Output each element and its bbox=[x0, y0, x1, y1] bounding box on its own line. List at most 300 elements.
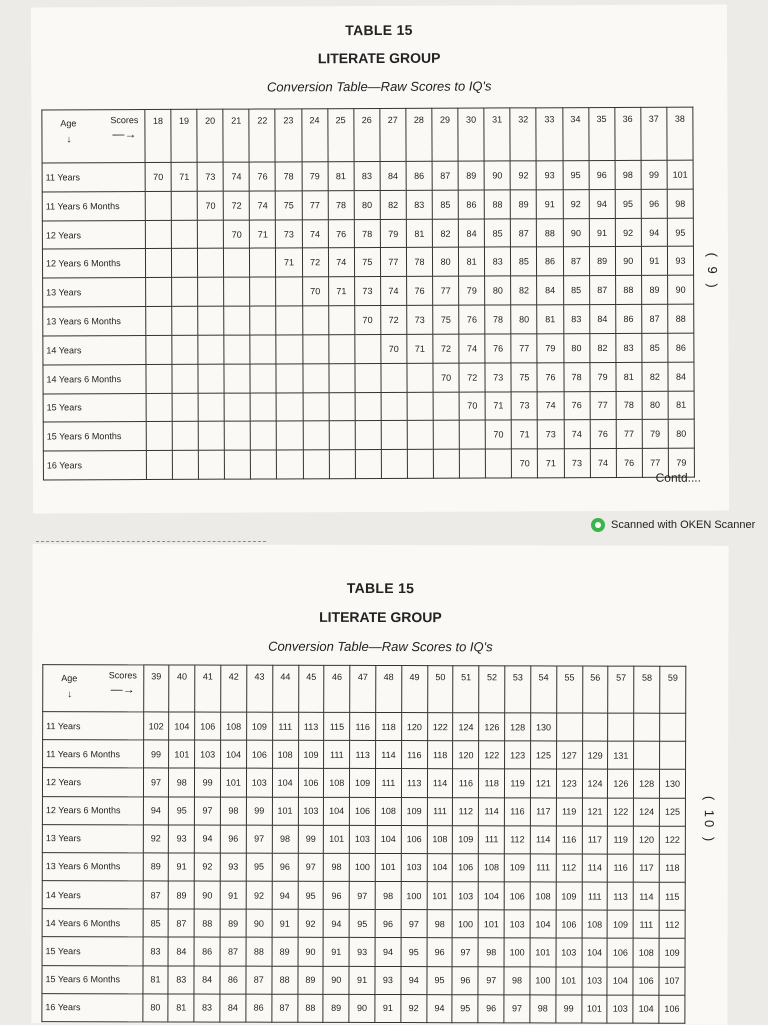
age-cell: 15 Years bbox=[43, 393, 146, 422]
iq-cell: 93 bbox=[667, 247, 693, 276]
score-header: 21 bbox=[223, 109, 249, 162]
iq-cell: 78 bbox=[406, 248, 432, 277]
iq-cell: 120 bbox=[401, 713, 427, 741]
iq-cell bbox=[224, 421, 250, 450]
iq-cell: 103 bbox=[453, 882, 479, 910]
iq-cell: 90 bbox=[194, 881, 220, 909]
iq-cell: 77 bbox=[642, 448, 668, 477]
iq-cell: 95 bbox=[427, 966, 453, 994]
scores-label: Scores bbox=[108, 670, 137, 681]
right-arrow-icon: —→ bbox=[112, 127, 137, 142]
table-caption: Conversion Table—Raw Scores to IQ's bbox=[268, 638, 493, 655]
age-cell: 14 Years 6 Months bbox=[42, 909, 143, 937]
iq-cell: 109 bbox=[298, 740, 324, 768]
iq-cell bbox=[172, 393, 198, 422]
iq-cell: 101 bbox=[169, 740, 195, 768]
table-row bbox=[43, 333, 694, 365]
iq-cell bbox=[276, 364, 302, 393]
iq-cell: 112 bbox=[659, 910, 685, 938]
iq-cell: 77 bbox=[511, 334, 537, 363]
iq-cell: 103 bbox=[401, 853, 427, 881]
iq-cell: 118 bbox=[659, 854, 685, 882]
iq-cell: 113 bbox=[608, 882, 634, 910]
iq-cell: 79 bbox=[459, 276, 485, 305]
iq-cell: 82 bbox=[380, 190, 406, 219]
iq-cell: 81 bbox=[537, 305, 563, 334]
iq-cell: 70 bbox=[512, 449, 538, 478]
iq-cell: 91 bbox=[537, 190, 563, 219]
iq-cell: 76 bbox=[485, 334, 511, 363]
iq-cell: 125 bbox=[660, 798, 686, 826]
score-header: 40 bbox=[169, 665, 195, 712]
iq-cell: 86 bbox=[668, 333, 694, 362]
age-cell: 12 Years bbox=[42, 768, 143, 796]
iq-cell: 93 bbox=[220, 853, 246, 881]
iq-cell: 70 bbox=[145, 162, 171, 191]
score-header: 31 bbox=[484, 108, 510, 161]
iq-cell: 99 bbox=[298, 825, 324, 853]
iq-cell bbox=[145, 191, 171, 220]
age-cell: 12 Years bbox=[42, 220, 145, 249]
iq-cell: 87 bbox=[432, 161, 458, 190]
iq-cell: 78 bbox=[276, 162, 302, 191]
iq-cell: 109 bbox=[350, 769, 376, 797]
iq-cell bbox=[224, 249, 250, 278]
iq-cell: 82 bbox=[432, 219, 458, 248]
iq-cell: 94 bbox=[272, 881, 298, 909]
score-header: 50 bbox=[427, 666, 453, 713]
iq-cell: 100 bbox=[401, 882, 427, 910]
score-header: 20 bbox=[197, 109, 223, 162]
iq-cell bbox=[198, 220, 224, 249]
iq-cell: 79 bbox=[590, 362, 616, 391]
iq-cell: 104 bbox=[221, 740, 247, 768]
iq-cell: 70 bbox=[459, 392, 485, 421]
iq-cell bbox=[277, 392, 303, 421]
iq-cell bbox=[250, 392, 276, 421]
iq-cell bbox=[172, 364, 198, 393]
iq-cell bbox=[172, 278, 198, 307]
iq-cell: 76 bbox=[590, 420, 616, 449]
score-header: 24 bbox=[301, 109, 327, 162]
iq-cell: 79 bbox=[302, 162, 328, 191]
score-header: 18 bbox=[145, 109, 171, 162]
age-scores-header bbox=[42, 110, 145, 163]
iq-cell: 111 bbox=[324, 741, 350, 769]
iq-cell bbox=[146, 451, 172, 480]
down-arrow-icon: ↓ bbox=[67, 689, 73, 701]
age-cell: 11 Years 6 Months bbox=[43, 740, 144, 768]
table-row bbox=[43, 304, 694, 336]
iq-cell: 85 bbox=[432, 190, 458, 219]
table-row bbox=[42, 993, 685, 1023]
iq-cell: 87 bbox=[272, 994, 298, 1022]
table-row bbox=[42, 909, 685, 939]
iq-cell: 89 bbox=[511, 190, 537, 219]
iq-cell: 108 bbox=[324, 769, 350, 797]
iq-cell: 87 bbox=[168, 909, 194, 937]
iq-cell: 115 bbox=[659, 882, 685, 910]
scores-label: Scores bbox=[110, 115, 139, 126]
iq-cell: 89 bbox=[641, 275, 667, 304]
iq-cell: 97 bbox=[504, 995, 530, 1023]
iq-cell bbox=[251, 421, 277, 450]
iq-cell: 72 bbox=[459, 363, 485, 392]
iq-cell: 89 bbox=[458, 161, 484, 190]
table-row bbox=[42, 218, 693, 250]
iq-cell: 97 bbox=[298, 853, 324, 881]
iq-cell: 83 bbox=[563, 305, 589, 334]
down-arrow-icon: ↓ bbox=[66, 134, 72, 146]
iq-cell: 94 bbox=[427, 994, 453, 1022]
table-row bbox=[42, 965, 685, 995]
iq-cell: 124 bbox=[634, 798, 660, 826]
iq-cell bbox=[224, 306, 250, 335]
score-header: 28 bbox=[406, 108, 432, 161]
iq-cell: 77 bbox=[590, 391, 616, 420]
scanned-page-10 bbox=[31, 544, 728, 1025]
iq-cell: 104 bbox=[427, 853, 453, 881]
iq-cell: 71 bbox=[171, 162, 197, 191]
iq-cell: 109 bbox=[401, 797, 427, 825]
iq-cell: 71 bbox=[485, 391, 511, 420]
iq-cell: 91 bbox=[169, 853, 195, 881]
iq-cell: 111 bbox=[633, 910, 659, 938]
iq-cell: 101 bbox=[582, 995, 608, 1023]
iq-cell: 104 bbox=[478, 882, 504, 910]
iq-cell: 119 bbox=[556, 797, 582, 825]
iq-cell: 88 bbox=[668, 304, 694, 333]
iq-cell: 98 bbox=[427, 910, 453, 938]
iq-cell bbox=[302, 335, 328, 364]
iq-cell bbox=[172, 335, 198, 364]
score-header: 34 bbox=[562, 108, 588, 161]
iq-cell: 92 bbox=[143, 825, 169, 853]
iq-cell: 88 bbox=[615, 276, 641, 305]
iq-cell: 72 bbox=[381, 305, 407, 334]
iq-cell: 73 bbox=[197, 162, 223, 191]
iq-cell bbox=[381, 421, 407, 450]
iq-cell: 87 bbox=[246, 966, 272, 994]
iq-cell: 97 bbox=[453, 938, 479, 966]
iq-cell: 86 bbox=[458, 190, 484, 219]
age-cell: 12 Years 6 Months bbox=[42, 249, 145, 278]
iq-cell: 81 bbox=[328, 162, 354, 191]
iq-cell bbox=[250, 306, 276, 335]
iq-cell: 91 bbox=[641, 247, 667, 276]
iq-cell: 98 bbox=[530, 995, 556, 1023]
iq-cell: 84 bbox=[537, 276, 563, 305]
iq-cell: 97 bbox=[478, 966, 504, 994]
age-cell: 14 Years bbox=[43, 335, 146, 364]
iq-cell: 94 bbox=[323, 910, 349, 938]
iq-cell: 75 bbox=[433, 305, 459, 334]
iq-cell: 90 bbox=[563, 218, 589, 247]
iq-cell bbox=[407, 392, 433, 421]
iq-cell: 76 bbox=[249, 162, 275, 191]
iq-cell: 111 bbox=[272, 712, 298, 740]
iq-cell bbox=[250, 277, 276, 306]
iq-cell bbox=[146, 422, 172, 451]
iq-cell: 98 bbox=[478, 938, 504, 966]
iq-cell: 94 bbox=[641, 218, 667, 247]
iq-cell: 108 bbox=[633, 939, 659, 967]
iq-cell bbox=[433, 449, 459, 478]
iq-cell: 80 bbox=[668, 419, 694, 448]
table-row bbox=[43, 419, 694, 451]
iq-cell: 81 bbox=[668, 391, 694, 420]
oken-scanner-icon bbox=[591, 518, 605, 532]
iq-cell: 117 bbox=[582, 826, 608, 854]
iq-cell: 126 bbox=[608, 769, 634, 797]
iq-cell: 106 bbox=[556, 910, 582, 938]
iq-cell: 89 bbox=[220, 909, 246, 937]
iq-cell: 128 bbox=[634, 770, 660, 798]
iq-cell: 77 bbox=[380, 248, 406, 277]
iq-cell: 108 bbox=[530, 882, 556, 910]
iq-cell bbox=[660, 741, 686, 769]
header-row bbox=[42, 107, 693, 163]
iq-cell: 98 bbox=[667, 189, 693, 218]
iq-cell: 102 bbox=[143, 712, 169, 740]
iq-cell: 86 bbox=[220, 966, 246, 994]
iq-cell: 76 bbox=[537, 362, 563, 391]
score-header: 36 bbox=[615, 107, 641, 160]
iq-cell bbox=[302, 306, 328, 335]
iq-cell: 87 bbox=[511, 218, 537, 247]
iq-cell: 85 bbox=[485, 219, 511, 248]
iq-cell: 79 bbox=[380, 219, 406, 248]
iq-cell: 95 bbox=[563, 161, 589, 190]
iq-cell: 80 bbox=[563, 333, 589, 362]
iq-cell: 109 bbox=[504, 854, 530, 882]
iq-cell: 103 bbox=[246, 768, 272, 796]
iq-cell: 91 bbox=[323, 938, 349, 966]
iq-cell: 99 bbox=[556, 995, 582, 1023]
iq-cell: 70 bbox=[302, 277, 328, 306]
age-cell: 15 Years 6 Months bbox=[42, 965, 143, 993]
iq-cell: 75 bbox=[354, 248, 380, 277]
iq-cell bbox=[198, 393, 224, 422]
iq-cell: 81 bbox=[459, 247, 485, 276]
iq-cell: 82 bbox=[511, 276, 537, 305]
iq-cell: 100 bbox=[504, 938, 530, 966]
iq-cell bbox=[172, 249, 198, 278]
age-cell: 14 Years 6 Months bbox=[43, 364, 146, 393]
iq-cell: 114 bbox=[582, 854, 608, 882]
iq-cell: 91 bbox=[349, 966, 375, 994]
iq-cell: 103 bbox=[504, 910, 530, 938]
table-row bbox=[42, 852, 685, 882]
iq-cell: 74 bbox=[223, 162, 249, 191]
iq-cell: 81 bbox=[142, 965, 168, 993]
iq-cell bbox=[407, 449, 433, 478]
iq-cell bbox=[381, 450, 407, 479]
age-cell: 13 Years 6 Months bbox=[42, 852, 143, 880]
iq-cell: 95 bbox=[169, 796, 195, 824]
conversion-table-39-59 bbox=[41, 664, 686, 1024]
iq-cell bbox=[381, 363, 407, 392]
age-cell: 11 Years bbox=[43, 712, 144, 740]
iq-cell: 112 bbox=[556, 854, 582, 882]
iq-cell: 85 bbox=[563, 276, 589, 305]
iq-cell bbox=[303, 421, 329, 450]
iq-cell: 73 bbox=[538, 420, 564, 449]
iq-cell: 80 bbox=[354, 190, 380, 219]
iq-cell: 70 bbox=[197, 191, 223, 220]
iq-cell bbox=[355, 334, 381, 363]
score-header: 47 bbox=[350, 665, 376, 712]
iq-cell: 112 bbox=[504, 826, 530, 854]
iq-cell: 109 bbox=[608, 910, 634, 938]
table-caption: Conversion Table—Raw Scores to IQ's bbox=[266, 78, 492, 95]
iq-cell: 84 bbox=[589, 305, 615, 334]
iq-cell: 89 bbox=[169, 881, 195, 909]
iq-cell: 101 bbox=[530, 938, 556, 966]
iq-cell: 81 bbox=[406, 219, 432, 248]
iq-cell: 104 bbox=[169, 712, 195, 740]
iq-cell: 86 bbox=[406, 161, 432, 190]
iq-cell: 108 bbox=[582, 910, 608, 938]
iq-cell bbox=[198, 364, 224, 393]
iq-cell bbox=[198, 277, 224, 306]
iq-cell: 89 bbox=[589, 247, 615, 276]
iq-cell: 93 bbox=[169, 825, 195, 853]
iq-cell: 106 bbox=[633, 967, 659, 995]
age-cell: 15 Years bbox=[42, 937, 143, 965]
iq-cell: 104 bbox=[633, 995, 659, 1023]
iq-cell: 104 bbox=[324, 797, 350, 825]
iq-cell: 117 bbox=[530, 797, 556, 825]
iq-cell bbox=[582, 713, 608, 741]
iq-cell: 89 bbox=[323, 994, 349, 1022]
iq-cell bbox=[660, 713, 686, 741]
iq-cell: 101 bbox=[478, 910, 504, 938]
iq-cell: 74 bbox=[590, 449, 616, 478]
iq-cell: 90 bbox=[484, 161, 510, 190]
iq-cell: 119 bbox=[505, 769, 531, 797]
iq-cell bbox=[198, 249, 224, 278]
iq-cell: 85 bbox=[511, 247, 537, 276]
iq-cell: 73 bbox=[276, 219, 302, 248]
score-header: 44 bbox=[272, 665, 298, 712]
iq-cell bbox=[634, 741, 660, 769]
iq-cell bbox=[250, 335, 276, 364]
score-header: 53 bbox=[505, 666, 531, 713]
iq-cell: 103 bbox=[298, 797, 324, 825]
iq-cell: 74 bbox=[459, 334, 485, 363]
iq-cell: 98 bbox=[324, 853, 350, 881]
score-header: 41 bbox=[195, 665, 221, 712]
iq-cell: 120 bbox=[453, 741, 479, 769]
iq-cell: 91 bbox=[375, 994, 401, 1022]
iq-cell: 116 bbox=[505, 797, 531, 825]
iq-cell: 82 bbox=[589, 333, 615, 362]
iq-cell: 101 bbox=[375, 853, 401, 881]
score-header: 27 bbox=[380, 108, 406, 161]
iq-cell: 74 bbox=[328, 248, 354, 277]
iq-cell bbox=[486, 449, 512, 478]
iq-cell: 116 bbox=[453, 769, 479, 797]
iq-cell: 79 bbox=[668, 448, 694, 477]
iq-cell: 95 bbox=[349, 910, 375, 938]
score-header: 42 bbox=[221, 665, 247, 712]
score-header: 56 bbox=[582, 666, 608, 713]
iq-cell: 70 bbox=[485, 420, 511, 449]
iq-cell: 123 bbox=[556, 769, 582, 797]
iq-cell: 106 bbox=[453, 854, 479, 882]
iq-cell bbox=[328, 306, 354, 335]
iq-cell bbox=[459, 449, 485, 478]
iq-cell: 71 bbox=[407, 334, 433, 363]
conversion-table-18-38 bbox=[41, 107, 695, 481]
iq-cell: 109 bbox=[246, 712, 272, 740]
iq-cell: 113 bbox=[298, 712, 324, 740]
iq-cell: 88 bbox=[272, 966, 298, 994]
iq-cell: 89 bbox=[272, 938, 298, 966]
iq-cell: 124 bbox=[453, 713, 479, 741]
iq-cell: 118 bbox=[479, 769, 505, 797]
iq-cell: 92 bbox=[510, 161, 536, 190]
iq-cell bbox=[276, 335, 302, 364]
score-header: 39 bbox=[143, 665, 169, 712]
iq-cell: 85 bbox=[143, 909, 169, 937]
score-header: 49 bbox=[402, 666, 428, 713]
iq-cell: 97 bbox=[401, 910, 427, 938]
iq-cell bbox=[329, 421, 355, 450]
iq-cell: 90 bbox=[349, 994, 375, 1022]
iq-cell: 96 bbox=[427, 938, 453, 966]
iq-cell: 94 bbox=[143, 796, 169, 824]
iq-cell: 114 bbox=[530, 826, 556, 854]
score-header: 59 bbox=[660, 666, 686, 713]
iq-cell bbox=[146, 335, 172, 364]
iq-cell bbox=[225, 450, 251, 479]
score-header: 43 bbox=[247, 665, 273, 712]
table-subtitle: LITERATE GROUP bbox=[319, 608, 442, 626]
iq-cell bbox=[224, 364, 250, 393]
iq-cell: 78 bbox=[563, 362, 589, 391]
iq-cell: 114 bbox=[376, 741, 402, 769]
iq-cell bbox=[556, 713, 582, 741]
iq-cell: 99 bbox=[641, 160, 667, 189]
iq-cell: 80 bbox=[511, 305, 537, 334]
iq-cell: 94 bbox=[401, 966, 427, 994]
iq-cell: 114 bbox=[427, 769, 453, 797]
score-header: 22 bbox=[249, 109, 275, 162]
iq-cell: 95 bbox=[667, 218, 693, 247]
iq-cell: 96 bbox=[220, 825, 246, 853]
iq-cell: 107 bbox=[659, 967, 685, 995]
iq-cell: 121 bbox=[530, 769, 556, 797]
iq-cell: 118 bbox=[376, 712, 402, 740]
iq-cell: 91 bbox=[220, 881, 246, 909]
iq-cell: 119 bbox=[608, 826, 634, 854]
iq-cell: 84 bbox=[168, 937, 194, 965]
iq-cell: 76 bbox=[616, 448, 642, 477]
scanned-page-9 bbox=[31, 4, 729, 513]
iq-cell: 128 bbox=[505, 713, 531, 741]
iq-cell: 95 bbox=[401, 938, 427, 966]
iq-cell: 96 bbox=[452, 966, 478, 994]
iq-cell: 115 bbox=[324, 712, 350, 740]
iq-cell: 71 bbox=[512, 420, 538, 449]
iq-cell: 92 bbox=[401, 994, 427, 1022]
iq-cell: 87 bbox=[143, 881, 169, 909]
iq-cell: 76 bbox=[564, 391, 590, 420]
iq-cell: 122 bbox=[659, 826, 685, 854]
iq-cell: 103 bbox=[582, 967, 608, 995]
